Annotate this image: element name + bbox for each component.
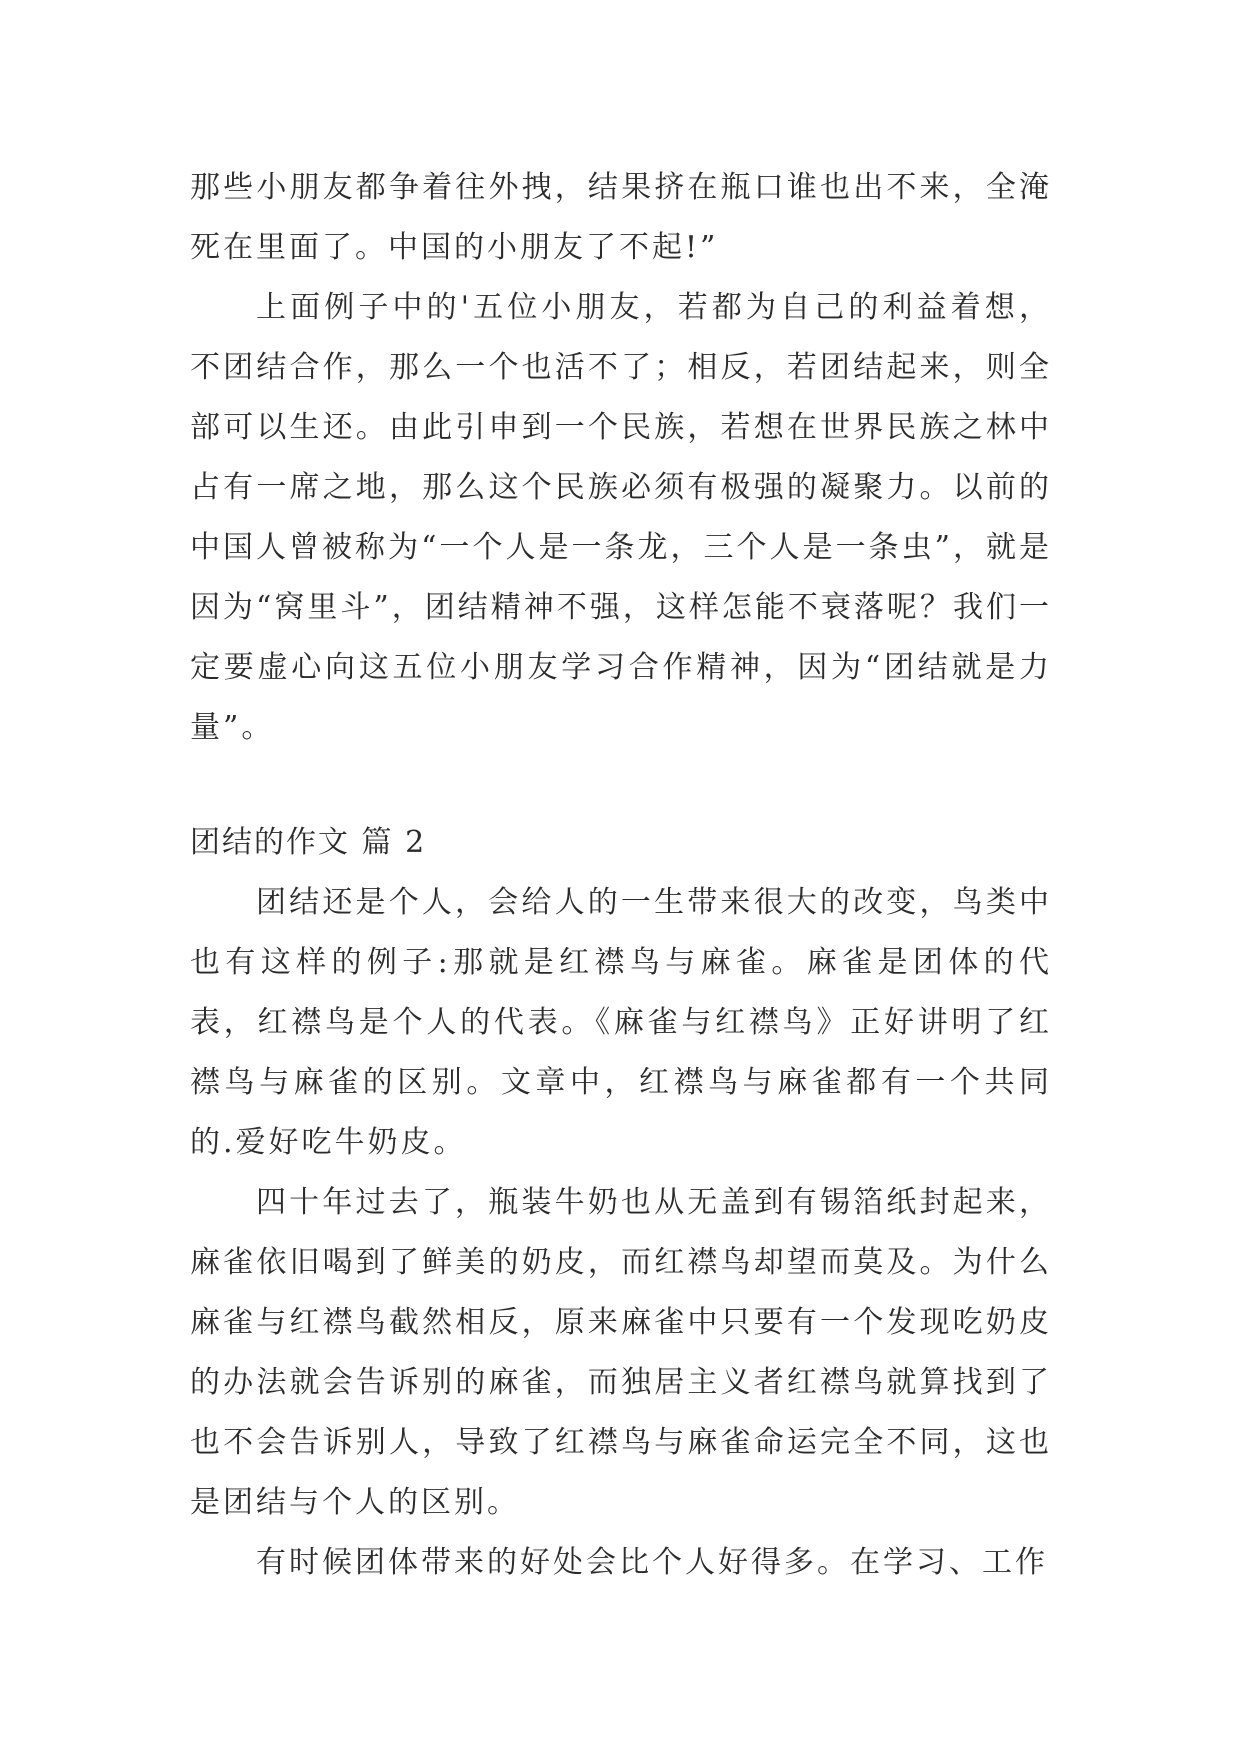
paragraph-continued: 那些小朋友都争着往外拽，结果挤在瓶口谁也出不来，全淹死在里面了。中国的小朋友了不起!” (190, 170, 1052, 265)
section-heading: 团结的作文 篇 2 (190, 825, 427, 860)
paragraph: 团结还是个人，会给人的一生带来很大的改变，鸟类中也有这样的例子:那就是红襟鸟与麻雀。麻雀是团体的代表，红襟鸟是个人的代表。《麻雀与红襟鸟》正好讲明了红襟鸟与麻雀的区别。文章中，红襟鸟与麻雀都有一个共同的.爱好吃牛奶皮。 (190, 885, 1052, 1160)
paragraph: 上面例子中的'五位小朋友，若都为自己的利益着想，不团结合作，那么一个也活不了；相反，若团结起来，则全部可以生还。由此引申到一个民族，若想在世界民族之林中占有一席之地，那么这个民族必须有极强的凝聚力。以前的中国人曾被称为“一个人是一条龙，三个人是一条虫”，就是因为“窝里斗”，团结精神不强，这样怎能不衰落呢？我们一定要虚心向这五位小朋友学习合作精神，因为“团结就是力量”。 (190, 290, 1052, 745)
paragraph: 四十年过去了，瓶装牛奶也从无盖到有锡箔纸封起来，麻雀依旧喝到了鲜美的奶皮，而红襟鸟却望而莫及。为什么麻雀与红襟鸟截然相反，原来麻雀中只要有一个发现吃奶皮的办法就会告诉别的麻雀，而独居主义者红襟鸟就算找到了也不会告诉别人，导致了红襟鸟与麻雀命运完全不同，这也是团结与个人的区别。 (190, 1185, 1052, 1520)
document-body (190, 158, 1052, 1593)
paragraph-truncated: 有时候团体带来的好处会比个人好得多。在学习、工作 (256, 1545, 1048, 1580)
